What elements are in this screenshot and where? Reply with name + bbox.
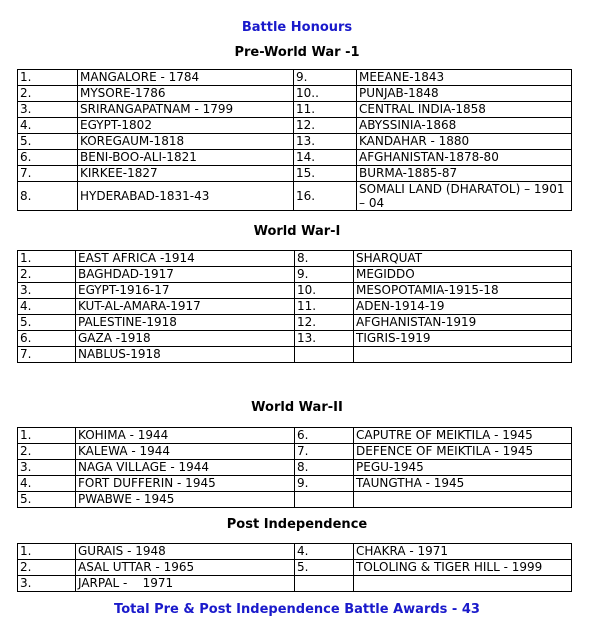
battle-honour-cell: EAST AFRICA -1914 [76,251,295,267]
battle-honour-cell: MESOPOTAMIA-1915-18 [354,283,572,299]
serial-number-cell: 5. [18,134,78,150]
serial-number-cell: 12. [295,315,354,331]
serial-number-cell: 3. [18,102,78,118]
battle-honour-cell: TIGRIS-1919 [354,331,572,347]
table-post-independence [17,543,572,592]
serial-number-cell: 1. [18,251,76,267]
battle-honour-cell [354,576,572,592]
battle-honour-cell: MEGIDDO [354,267,572,283]
table-row [18,166,572,182]
table-row [18,70,572,86]
serial-number-cell: 14. [294,150,357,166]
battle-honour-cell: EGYPT-1802 [78,118,294,134]
section-heading-pre-ww1: Pre-World War -1 [234,45,360,60]
battle-honour-cell [354,347,572,363]
battle-honour-cell: BAGHDAD-1917 [76,267,295,283]
serial-number-cell: 9. [295,476,354,492]
serial-number-cell: 5. [18,315,76,331]
serial-number-cell: 15. [294,166,357,182]
serial-number-cell: 2. [18,267,76,283]
table-row [18,560,572,576]
battle-honour-cell: ASAL UTTAR - 1965 [76,560,295,576]
serial-number-cell: 13. [294,134,357,150]
serial-number-cell: 10. [295,283,354,299]
battle-honour-cell: MEEANE-1843 [357,70,572,86]
serial-number-cell: 2. [18,444,76,460]
section-heading-post-independence: Post Independence [226,517,368,532]
battle-honour-cell: JARPAL - 1971 [76,576,295,592]
battle-honour-cell: KALEWA - 1944 [76,444,295,460]
serial-number-cell: 8. [295,460,354,476]
serial-number-cell: 6. [295,428,354,444]
serial-number-cell: 11. [294,102,357,118]
footer-total: Total Pre & Post Independence Battle Awards - 43 [114,602,480,617]
table-row [18,476,572,492]
battle-honour-cell: FORT DUFFERIN - 1945 [76,476,295,492]
battle-honour-cell: ABYSSINIA-1868 [357,118,572,134]
battle-honour-cell: SHARQUAT [354,251,572,267]
table-row [18,182,572,211]
serial-number-cell: 6. [18,331,76,347]
battle-honour-cell: GAZA -1918 [76,331,295,347]
serial-number-cell: 13. [295,331,354,347]
battle-honour-cell: HYDERABAD-1831-43 [78,182,294,211]
serial-number-cell: 4. [18,118,78,134]
battle-honour-cell: CENTRAL INDIA-1858 [357,102,572,118]
table-row [18,315,572,331]
battle-honour-cell: PEGU-1945 [354,460,572,476]
battle-honour-cell: BURMA-1885-87 [357,166,572,182]
battle-honour-cell: CHAKRA - 1971 [354,544,572,560]
table-row [18,544,572,560]
table-row [18,492,572,508]
serial-number-cell: 7. [18,166,78,182]
table-row [18,347,572,363]
battle-honour-cell: KOREGAUM-1818 [78,134,294,150]
table-row [18,299,572,315]
battle-honour-cell: CAPUTRE OF MEIKTILA - 1945 [354,428,572,444]
battle-honour-cell: PWABWE - 1945 [76,492,295,508]
table-row [18,118,572,134]
battle-honour-cell: KANDAHAR - 1880 [357,134,572,150]
serial-number-cell: 16. [294,182,357,211]
serial-number-cell: 12. [294,118,357,134]
battle-honour-cell: SOMALI LAND (DHARATOL) – 1901 – 04 [357,182,572,211]
serial-number-cell: 10.. [294,86,357,102]
battle-honour-cell: BENI-BOO-ALI-1821 [78,150,294,166]
battle-honour-cell: NABLUS-1918 [76,347,295,363]
battle-honour-cell: KOHIMA - 1944 [76,428,295,444]
serial-number-cell: 5. [18,492,76,508]
battle-honour-cell: SRIRANGAPATNAM - 1799 [78,102,294,118]
serial-number-cell: 1. [18,428,76,444]
serial-number-cell: 5. [295,560,354,576]
section-heading-ww1: World War-I [253,224,341,239]
battle-honour-cell: KIRKEE-1827 [78,166,294,182]
table-row [18,428,572,444]
serial-number-cell: 8. [295,251,354,267]
serial-number-cell: 9. [294,70,357,86]
table-row [18,267,572,283]
serial-number-cell: 7. [295,444,354,460]
table-row [18,134,572,150]
serial-number-cell [295,347,354,363]
serial-number-cell [295,576,354,592]
table-row [18,86,572,102]
table-row [18,576,572,592]
table-ww2 [17,427,572,508]
serial-number-cell: 2. [18,560,76,576]
table-row [18,102,572,118]
battle-honour-cell: TAUNGTHA - 1945 [354,476,572,492]
battle-honour-cell: PALESTINE-1918 [76,315,295,331]
battle-honour-cell: PUNJAB-1848 [357,86,572,102]
serial-number-cell: 4. [295,544,354,560]
serial-number-cell: 3. [18,283,76,299]
battle-honour-cell: DEFENCE OF MEIKTILA - 1945 [354,444,572,460]
battle-honour-cell: MYSORE-1786 [78,86,294,102]
serial-number-cell: 6. [18,150,78,166]
table-row [18,283,572,299]
battle-honour-cell: MANGALORE - 1784 [78,70,294,86]
battle-honour-cell: KUT-AL-AMARA-1917 [76,299,295,315]
serial-number-cell: 1. [18,544,76,560]
serial-number-cell: 4. [18,476,76,492]
battle-honour-cell: EGYPT-1916-17 [76,283,295,299]
serial-number-cell: 11. [295,299,354,315]
table-pre-ww1 [17,69,572,211]
battle-honour-cell [354,492,572,508]
serial-number-cell: 1. [18,70,78,86]
section-heading-ww2: World War-II [251,400,343,415]
battle-honour-cell: GURAIS - 1948 [76,544,295,560]
serial-number-cell: 4. [18,299,76,315]
battle-honour-cell: TOLOLING & TIGER HILL - 1999 [354,560,572,576]
battle-honour-cell: NAGA VILLAGE - 1944 [76,460,295,476]
serial-number-cell: 8. [18,182,78,211]
serial-number-cell: 3. [18,460,76,476]
battle-honour-cell: ADEN-1914-19 [354,299,572,315]
serial-number-cell: 9. [295,267,354,283]
serial-number-cell: 3. [18,576,76,592]
table-row [18,251,572,267]
table-row [18,460,572,476]
serial-number-cell: 2. [18,86,78,102]
serial-number-cell: 7. [18,347,76,363]
serial-number-cell [295,492,354,508]
page-title: Battle Honours [241,20,353,35]
table-row [18,331,572,347]
table-row [18,150,572,166]
table-row [18,444,572,460]
battle-honour-cell: AFGHANISTAN-1919 [354,315,572,331]
battle-honour-cell: AFGHANISTAN-1878-80 [357,150,572,166]
table-ww1 [17,250,572,363]
